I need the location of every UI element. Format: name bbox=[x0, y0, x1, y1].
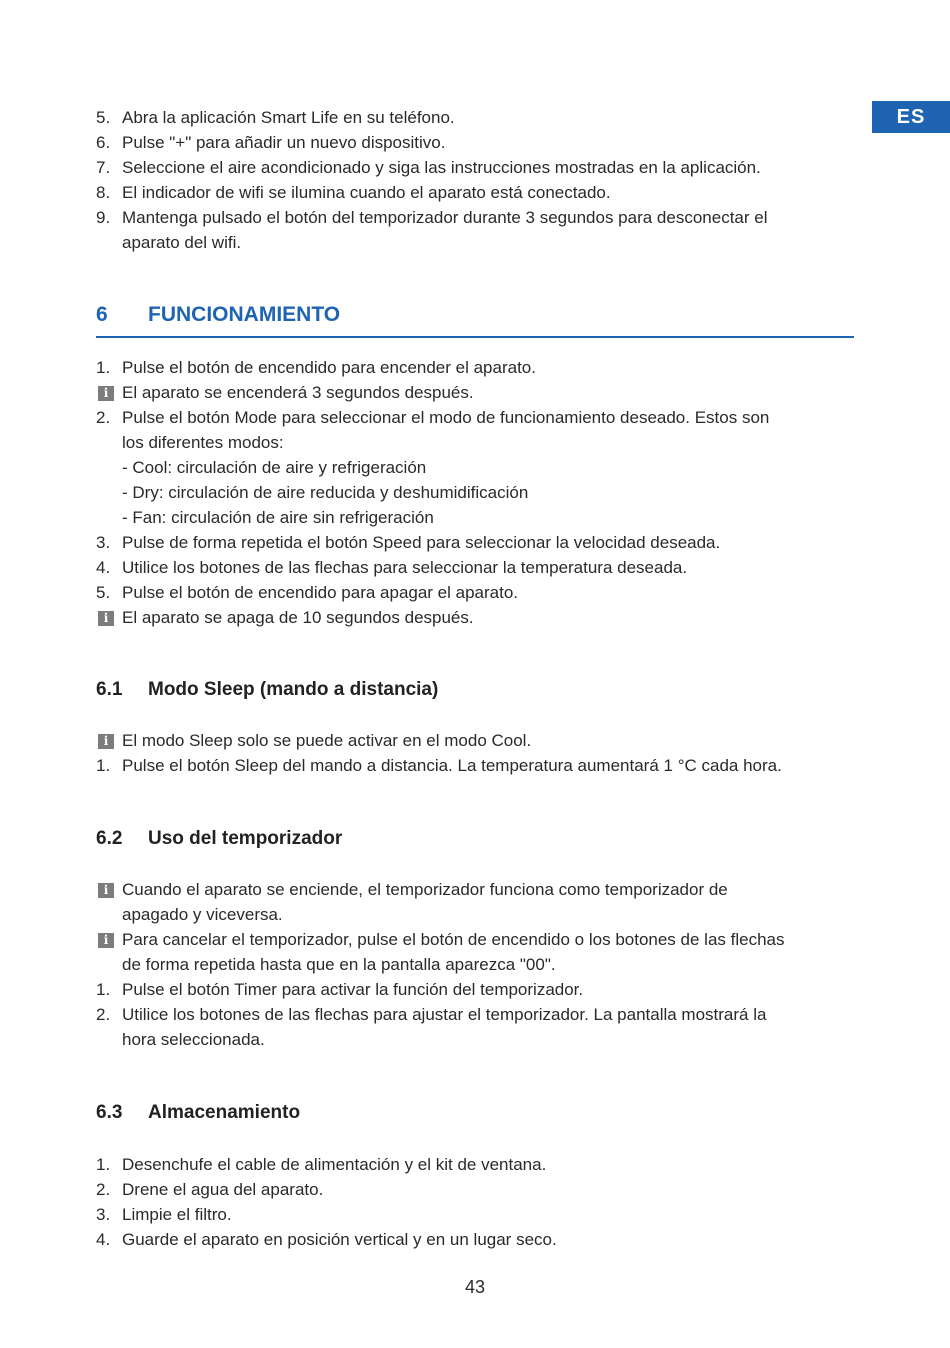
list-item-text: Drene el agua del aparato. bbox=[122, 1180, 324, 1199]
list-item bbox=[96, 155, 854, 180]
list-item-text: Cuando el aparato se enciende, el temporizador funciona como temporizador de bbox=[122, 880, 728, 899]
list-item-text: los diferentes modos: bbox=[122, 433, 284, 452]
list-item bbox=[96, 1152, 854, 1177]
list-subitem-text: - Dry: circulación de aire reducida y deshumidificación bbox=[122, 483, 529, 502]
subsection-6-3-heading bbox=[96, 1099, 854, 1127]
list-item bbox=[96, 605, 854, 630]
list-item-number: 3. bbox=[96, 1205, 111, 1224]
subsection-6-2-heading bbox=[96, 825, 854, 853]
page-number: 43 bbox=[464, 1277, 486, 1297]
list-item-text: Desenchufe el cable de alimentación y el kit de ventana. bbox=[122, 1155, 547, 1174]
list-item bbox=[96, 405, 854, 430]
list-item-number: 8. bbox=[96, 183, 111, 202]
list-item bbox=[96, 430, 854, 455]
list-item-text: Pulse el botón de encendido para apagar el aparato. bbox=[122, 583, 519, 602]
list-item-text: El aparato se apaga de 10 segundos después. bbox=[122, 608, 474, 627]
section-title: FUNCIONAMIENTO bbox=[148, 303, 341, 326]
list-item-number: 1. bbox=[96, 358, 111, 377]
section-number: 6 bbox=[96, 303, 108, 326]
subsection-number: 6.1 bbox=[96, 679, 123, 700]
list-subitem-text: - Fan: circulación de aire sin refrigeración bbox=[122, 508, 434, 527]
list-item-text: El indicador de wifi se ilumina cuando el aparato está conectado. bbox=[122, 183, 611, 202]
subsection-title: Uso del temporizador bbox=[148, 828, 343, 849]
list-item-text: hora seleccionada. bbox=[122, 1030, 265, 1049]
list-item-number: 5. bbox=[96, 583, 111, 602]
list-item bbox=[96, 455, 854, 480]
intro-list bbox=[96, 105, 854, 255]
subsection-6-1-heading bbox=[96, 676, 854, 704]
section-6-1-list bbox=[96, 728, 854, 778]
list-item bbox=[96, 355, 854, 380]
info-icon: i bbox=[98, 883, 114, 898]
list-item bbox=[96, 130, 854, 155]
list-item-text: Pulse el botón Mode para seleccionar el modo de funcionamiento deseado. Estos son bbox=[122, 408, 770, 427]
info-icon: i bbox=[98, 386, 114, 401]
list-item bbox=[96, 902, 854, 927]
list-item-text: Mantenga pulsado el botón del temporizador durante 3 segundos para desconectar el bbox=[122, 208, 768, 227]
list-item-text: Utilice los botones de las flechas para ajustar el temporizador. La pantalla mostrará la bbox=[122, 1005, 767, 1024]
list-item-text: Pulse de forma repetida el botón Speed para seleccionar la velocidad deseada. bbox=[122, 533, 721, 552]
list-item bbox=[96, 205, 854, 230]
list-item bbox=[96, 505, 854, 530]
list-item bbox=[96, 927, 854, 952]
list-item-number: 2. bbox=[96, 1180, 111, 1199]
list-item-text: Abra la aplicación Smart Life en su teléfono. bbox=[122, 108, 455, 127]
subsection-title: Modo Sleep (mando a distancia) bbox=[148, 679, 439, 700]
list-item-number: 1. bbox=[96, 1155, 111, 1174]
list-item bbox=[96, 1202, 854, 1227]
list-item bbox=[96, 530, 854, 555]
list-item-number: 1. bbox=[96, 980, 111, 999]
list-item-number: 7. bbox=[96, 158, 111, 177]
list-item-text: aparato del wifi. bbox=[122, 233, 242, 252]
list-item-text: Seleccione el aire acondicionado y siga las instrucciones mostradas en la aplicación. bbox=[122, 158, 761, 177]
list-item-number: 9. bbox=[96, 208, 111, 227]
list-item-number: 1. bbox=[96, 756, 111, 775]
subsection-number: 6.2 bbox=[96, 828, 123, 849]
list-item-number: 4. bbox=[96, 1230, 111, 1249]
list-item bbox=[96, 380, 854, 405]
section-6-2-list bbox=[96, 877, 854, 1052]
info-icon: i bbox=[98, 734, 114, 749]
list-item bbox=[96, 977, 854, 1002]
list-item-number: 2. bbox=[96, 1005, 111, 1024]
list-item bbox=[96, 180, 854, 205]
list-item bbox=[96, 480, 854, 505]
language-tab: ES bbox=[872, 101, 950, 133]
list-item-text: Utilice los botones de las flechas para seleccionar la temperatura deseada. bbox=[122, 558, 688, 577]
list-item-text: Pulse el botón Timer para activar la función del temporizador. bbox=[122, 980, 584, 999]
list-item bbox=[96, 753, 854, 778]
list-item bbox=[96, 877, 854, 902]
list-item bbox=[96, 1027, 854, 1052]
list-item bbox=[96, 230, 854, 255]
list-item-text: Limpie el filtro. bbox=[122, 1205, 232, 1224]
list-item-number: 5. bbox=[96, 108, 111, 127]
info-icon: i bbox=[98, 611, 114, 626]
list-item-number: 6. bbox=[96, 133, 111, 152]
subsection-title: Almacenamiento bbox=[148, 1102, 301, 1123]
list-subitem-text: - Cool: circulación de aire y refrigeración bbox=[122, 458, 427, 477]
list-item bbox=[96, 105, 854, 130]
list-item bbox=[96, 580, 854, 605]
list-item bbox=[96, 1227, 854, 1252]
info-icon: i bbox=[98, 933, 114, 948]
list-item bbox=[96, 952, 854, 977]
list-item-text: El aparato se encenderá 3 segundos después. bbox=[122, 383, 474, 402]
list-item bbox=[96, 1177, 854, 1202]
list-item-text: El modo Sleep solo se puede activar en el modo Cool. bbox=[122, 731, 532, 750]
list-item bbox=[96, 1002, 854, 1027]
list-item-text: Guarde el aparato en posición vertical y en un lugar seco. bbox=[122, 1230, 557, 1249]
list-item bbox=[96, 555, 854, 580]
list-item-text: Pulse el botón Sleep del mando a distancia. La temperatura aumentará 1 °C cada hora. bbox=[122, 756, 782, 775]
list-item-text: apagado y viceversa. bbox=[122, 905, 283, 924]
list-item-text: de forma repetida hasta que en la pantalla aparezca "00". bbox=[122, 955, 556, 974]
list-item-number: 3. bbox=[96, 533, 111, 552]
list-item-text: Pulse el botón de encendido para encender el aparato. bbox=[122, 358, 536, 377]
section-6-list bbox=[96, 355, 854, 630]
subsection-number: 6.3 bbox=[96, 1102, 123, 1123]
list-item-text: Pulse "+" para añadir un nuevo dispositivo. bbox=[122, 133, 446, 152]
list-item bbox=[96, 728, 854, 753]
list-item-text: Para cancelar el temporizador, pulse el botón de encendido o los botones de las flechas bbox=[122, 930, 785, 949]
section-heading bbox=[96, 300, 854, 338]
list-item-number: 2. bbox=[96, 408, 111, 427]
section-6-3-list bbox=[96, 1152, 854, 1252]
list-item-number: 4. bbox=[96, 558, 111, 577]
